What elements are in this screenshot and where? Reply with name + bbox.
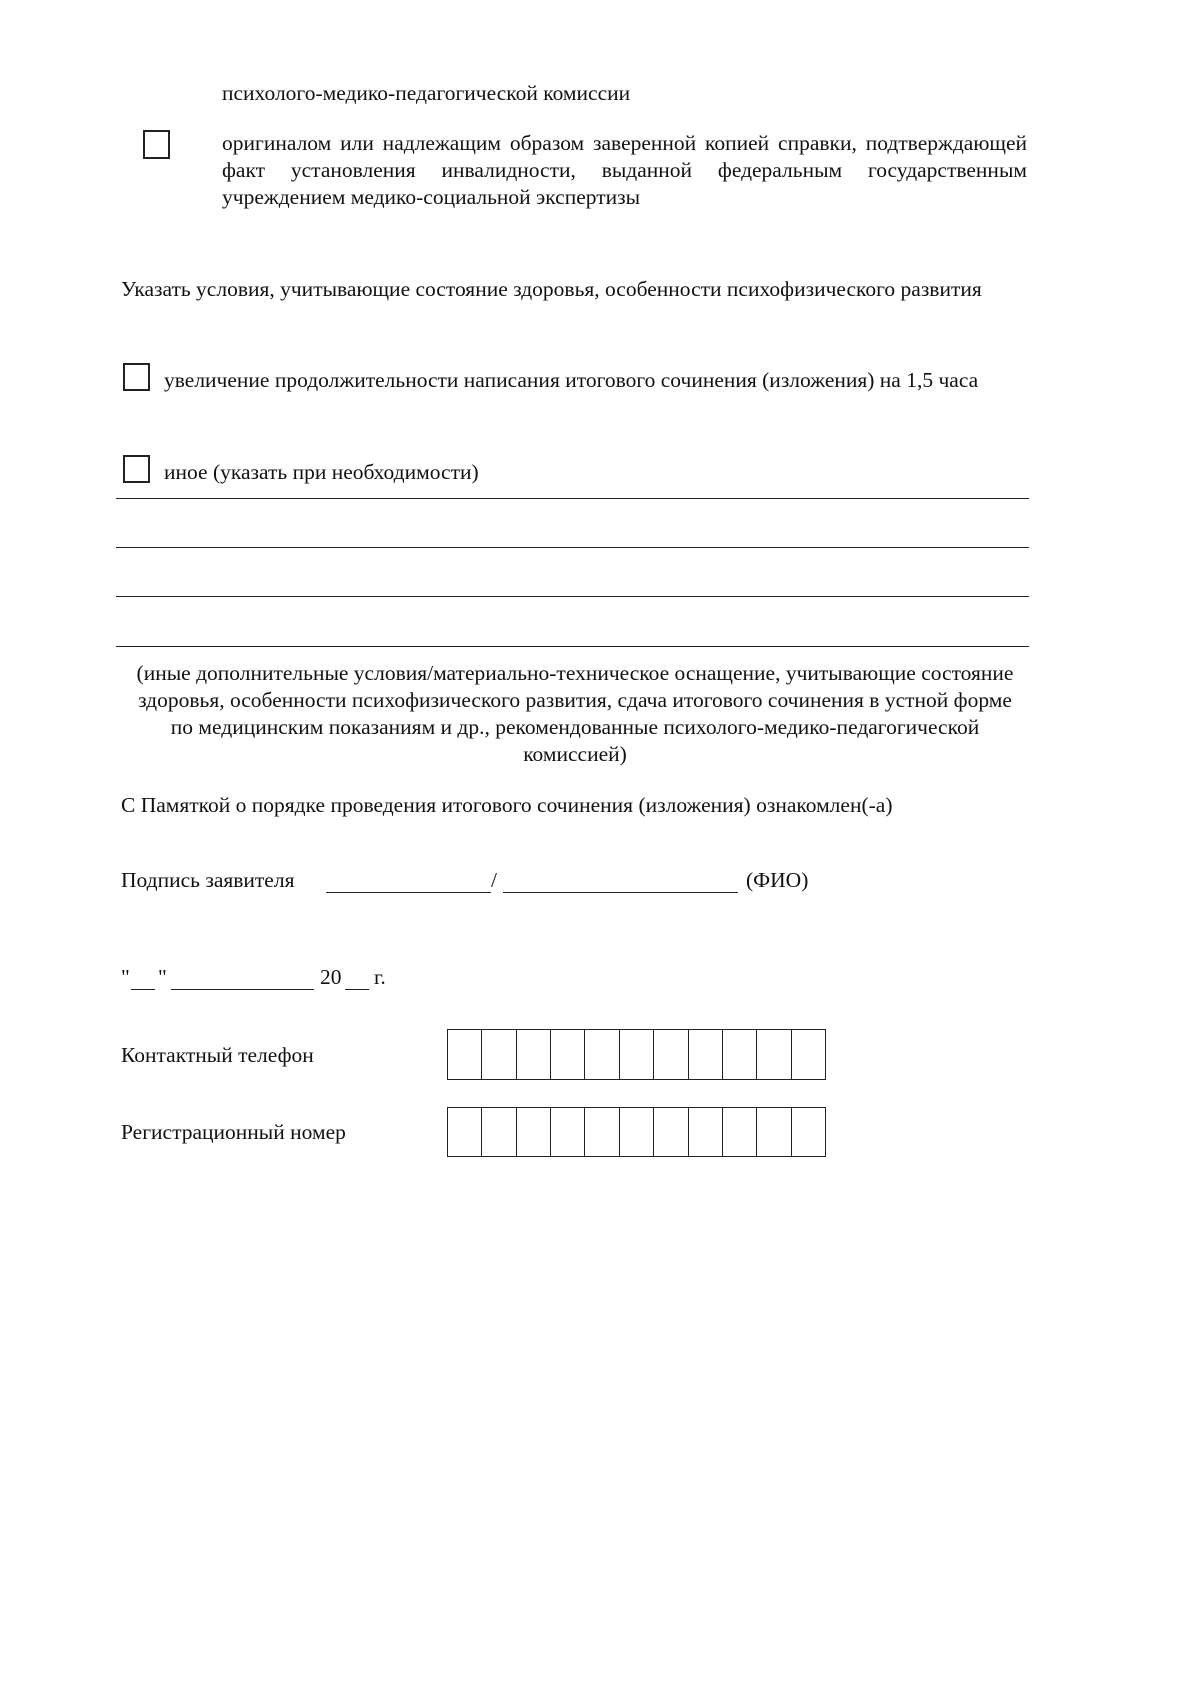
extended-duration-label: увеличение продолжительности написания итогового сочинения (изложения) на 1,5 часа <box>164 368 979 392</box>
signature-line[interactable] <box>326 892 491 893</box>
registration-input-cells[interactable] <box>447 1107 826 1157</box>
other-conditions-line[interactable] <box>116 646 1029 647</box>
disability-certificate-label: оригиналом или надлежащим образом заверенной копией справки, подтверждающей факт установления инвалидности, выданной федеральным государственным учреждением медико-социальной экспертизы <box>222 131 1027 209</box>
registration-digit-cell[interactable] <box>481 1108 515 1156</box>
date-quote-close: " <box>158 965 167 989</box>
date-month-line[interactable] <box>171 989 314 990</box>
phone-input-cells[interactable] <box>447 1029 826 1080</box>
phone-digit-cell[interactable] <box>688 1030 722 1079</box>
registration-digit-cell[interactable] <box>584 1108 618 1156</box>
phone-digit-cell[interactable] <box>448 1030 481 1079</box>
other-conditions-line[interactable] <box>116 547 1029 548</box>
other-conditions-line[interactable] <box>116 596 1029 597</box>
registration-digit-cell[interactable] <box>791 1108 825 1156</box>
phone-digit-cell[interactable] <box>516 1030 550 1079</box>
disability-certificate-checkbox[interactable] <box>143 130 170 159</box>
registration-digit-cell[interactable] <box>688 1108 722 1156</box>
registration-digit-cell[interactable] <box>619 1108 653 1156</box>
registration-digit-cell[interactable] <box>653 1108 687 1156</box>
ppk-continuation-text: психолого-медико-педагогической комиссии <box>222 81 631 105</box>
signature-separator: / <box>491 868 497 892</box>
phone-digit-cell[interactable] <box>756 1030 790 1079</box>
phone-digit-cell[interactable] <box>550 1030 584 1079</box>
date-year-prefix: 20 <box>320 965 342 989</box>
phone-digit-cell[interactable] <box>653 1030 687 1079</box>
phone-label: Контактный телефон <box>121 1043 314 1067</box>
phone-digit-cell[interactable] <box>791 1030 825 1079</box>
other-conditions-line[interactable] <box>116 498 1029 499</box>
conditions-heading: Указать условия, учитывающие состояние здоровья, особенности психофизического развития <box>121 277 982 301</box>
other-conditions-checkbox[interactable] <box>123 455 150 483</box>
memo-acknowledgement: С Памяткой о порядке проведения итогового сочинения (изложения) ознакомлен(-а) <box>121 793 893 817</box>
phone-digit-cell[interactable] <box>722 1030 756 1079</box>
date-year-line[interactable] <box>345 989 369 990</box>
date-year-suffix: г. <box>374 965 386 989</box>
registration-digit-cell[interactable] <box>448 1108 481 1156</box>
date-quote-open: " <box>121 965 130 989</box>
registration-digit-cell[interactable] <box>550 1108 584 1156</box>
date-day-line[interactable] <box>131 989 155 990</box>
fio-label: (ФИО) <box>746 868 809 892</box>
phone-digit-cell[interactable] <box>584 1030 618 1079</box>
registration-digit-cell[interactable] <box>756 1108 790 1156</box>
signature-label: Подпись заявителя <box>121 868 295 892</box>
registration-digit-cell[interactable] <box>516 1108 550 1156</box>
registration-label: Регистрационный номер <box>121 1120 346 1144</box>
phone-digit-cell[interactable] <box>619 1030 653 1079</box>
conditions-note: (иные дополнительные условия/материально-техническое оснащение, учитывающие состояние здоровья, особенности психофизического развития, сдача итогового сочинения в устной форме по медицинским показаниям и др., рекомендованные психолого-медико-педагогической комиссией) <box>136 661 1014 766</box>
registration-digit-cell[interactable] <box>722 1108 756 1156</box>
other-conditions-label: иное (указать при необходимости) <box>164 460 479 484</box>
fio-line[interactable] <box>503 892 738 893</box>
phone-digit-cell[interactable] <box>481 1030 515 1079</box>
